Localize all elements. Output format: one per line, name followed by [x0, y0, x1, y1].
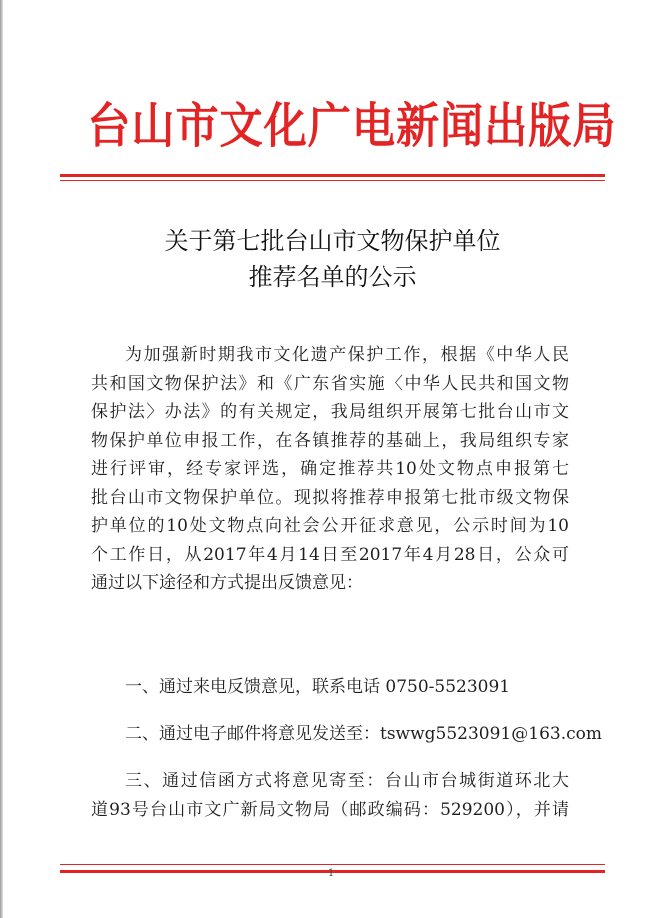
letterhead-rule-thin — [60, 180, 605, 181]
letterhead-title: 台山市文化广电新闻出版局 — [87, 98, 617, 154]
body-line: 三、通过信函方式将意见寄至：台山市台城街道环北大 — [125, 771, 569, 791]
body-line: 物保护单位申报工作，在各镇推荐的基础上，我局组织专家 — [91, 430, 569, 451]
body-line: 进行评审，经专家评选，确定推荐共10处文物点申报第七 — [91, 459, 569, 479]
body-line: 道93号台山市文广新局文物局（邮政编码：529200），并请 — [91, 799, 569, 820]
body-line: 个工作日，从2017年4月14日至2017年4月28日，公众可 — [91, 544, 569, 565]
page-number: 1 — [327, 868, 335, 879]
footer-rule-thin — [60, 864, 605, 865]
body-line: 为加强新时期我市文化遗产保护工作，根据《中华人民 — [125, 345, 569, 365]
feedback-item-mail — [91, 767, 569, 824]
body-line: 批台山市文物保护单位。现拟将推荐申报第七批市级文物保 — [91, 487, 569, 508]
feedback-item-phone: 一、通过来电反馈意见，联系电话 0750-5523091 — [125, 677, 511, 697]
body-line: 通过以下途径和方式提出反馈意见： — [91, 573, 363, 593]
letterhead-rule-thick — [60, 174, 605, 177]
body-line: 共和国文物保护法》和《广东省实施〈中华人民共和国文物 — [91, 373, 569, 394]
feedback-item-email: 二、通过电子邮件将意见发送至：tswwg5523091@163.com — [125, 724, 602, 744]
body-line: 护单位的10处文物点向社会公开征求意见，公示时间为10 — [91, 516, 569, 536]
notice-title-line1: 关于第七批台山市文物保护单位 — [164, 227, 501, 255]
notice-title-line2: 推荐名单的公示 — [248, 263, 417, 291]
notice-body — [91, 341, 569, 598]
page-edge-shadow — [0, 0, 3, 918]
body-line: 保护法〉办法》的有关规定，我局组织开展第七批台山市文 — [91, 402, 569, 422]
